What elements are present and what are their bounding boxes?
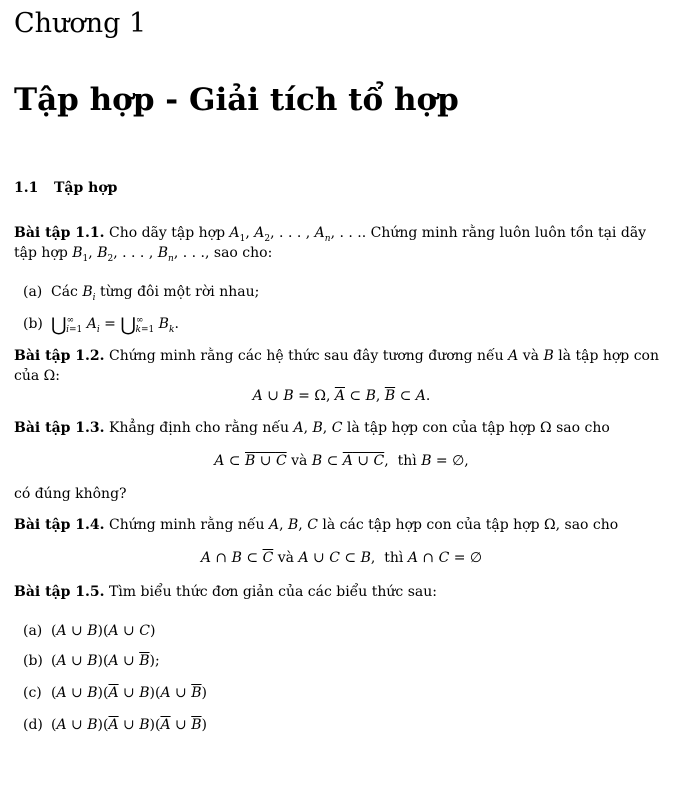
section-heading — [14, 178, 117, 198]
exercise-1-2: Bài tập 1.2. Chứng minh rằng các hệ thức sau đây tương đương nếu A và B là tập hợp con của Ω: — [14, 348, 660, 384]
exercise-1-5-item-b: (b) (A ∪ B)(A ∪ $\overline{B}$); — [23, 653, 160, 669]
exercise-1-3-question: có đúng không? — [14, 486, 127, 502]
exercise-1-5: Bài tập 1.5. Tìm biểu thức đơn giản của các biểu thức sau: — [14, 584, 437, 600]
section-title: Tập hợp — [54, 180, 118, 196]
exercise-label: Bài tập 1.5. — [14, 584, 105, 600]
chapter-title: Tập hợp - Giải tích tổ hợp — [14, 82, 459, 118]
exercise-1-5-item-c: (c) (A ∪ $B)(\overline{A}$ ∪ B)(A ∪ $\overline{B}$) — [23, 685, 207, 701]
exercise-label: Bài tập 1.4. — [14, 517, 105, 533]
chapter-heading: Chương 1 — [14, 8, 147, 39]
exercise-1-1: Bài tập 1.1. Cho dãy tập hợp $A_1$, $A_2$, . . . , $A_n$, . . .. Chứng minh rằng luôn luôn tồn tại dãy tập hợp $B_1$, $B_2$, . . . , $B_n$, . . ., sao cho: — [14, 225, 647, 264]
exercise-1-3: Bài tập 1.3. Khẳng định cho rằng nếu A, B, C là tập hợp con của tập hợp Ω sao cho — [14, 420, 610, 436]
exercise-1-4: Bài tập 1.4. Chứng minh rằng nếu A, B, C là các tập hợp con của tập hợp Ω, sao cho — [14, 517, 619, 533]
exercise-label: Bài tập 1.2. — [14, 348, 105, 364]
exercise-1-1-item-b: (b) $⋃^\infty_{i=1}$ $A_i$ = $⋃^\infty_{k=1}$ $B_k$. — [23, 314, 179, 336]
section-number: 1.1 — [14, 180, 39, 196]
exercise-1-5-item-a: (a) (A ∪ B)(A ∪ C) — [23, 623, 156, 639]
equation-1-2: A ∪ B = Ω, $\overline{A}$ ⊂ B, $\overline{B}$ ⊂ A. — [252, 388, 431, 404]
equation-1-3: A ⊂ B ∪ C và B ⊂ A ∪ C, thì B = ∅, — [214, 453, 469, 469]
exercise-1-5-item-d: (d) (A ∪ $B)(\overline{A}$ ∪ $B)(\overline{A}$ ∪ $\overline{B}$) — [23, 717, 207, 733]
exercise-1-1-item-a: (a) Các $B_i$ từng đôi một rời nhau; — [23, 284, 260, 303]
exercise-label: Bài tập 1.1. — [14, 225, 105, 241]
equation-1-4: A ∩ B ⊂ $\overline{C}$ và A ∪ C ⊂ B, thì A ∩ C = ∅ — [200, 550, 483, 566]
exercise-label: Bài tập 1.3. — [14, 420, 105, 436]
